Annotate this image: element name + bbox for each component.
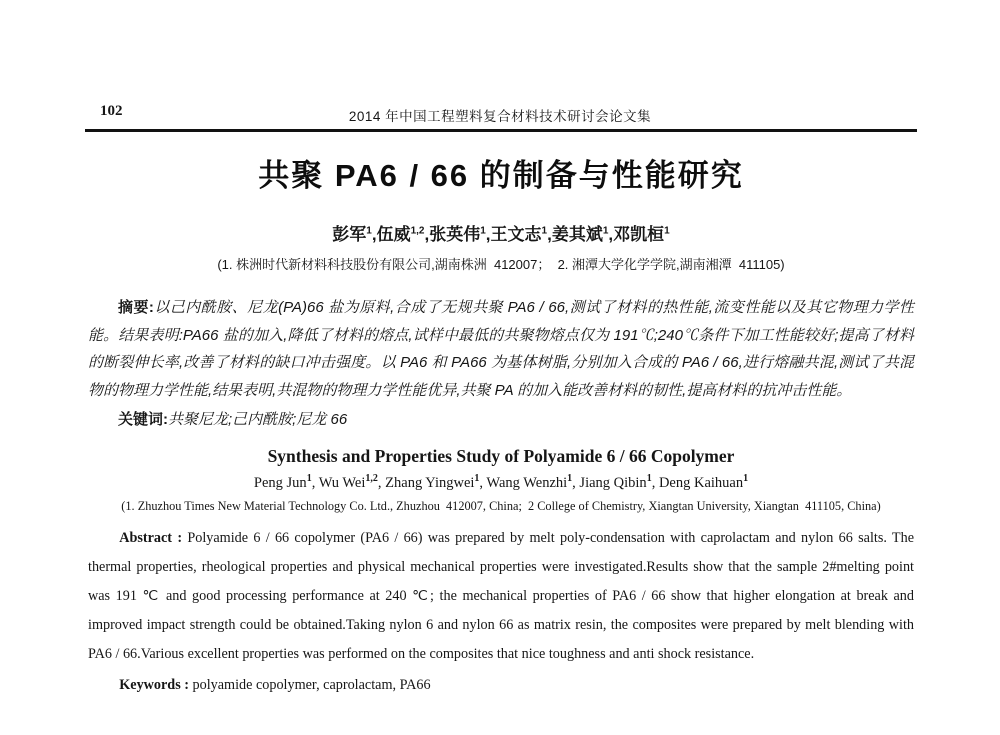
author-affiliation-superscript: 1,2	[410, 225, 425, 237]
abstract-en	[88, 524, 914, 669]
author-name: Wu Wei$^{1,2}$	[318, 473, 378, 491]
page-number: 102	[100, 103, 123, 119]
keywords-cn-text: 共聚尼龙;己内酰胺;尼龙 66	[168, 411, 348, 428]
abstract-en-label: Abstract :	[119, 530, 183, 546]
running-header	[86, 101, 914, 125]
author-name: 姜其斌$^1$	[551, 225, 609, 244]
author-separator: ,	[377, 475, 386, 491]
paper-title-cn: 共聚 PA6 / 66 的制备与性能研究	[258, 158, 744, 193]
author-separator: ,	[485, 225, 491, 244]
author-separator: ,	[572, 475, 580, 491]
author-separator: ,	[608, 225, 614, 244]
keywords-en-label: Keywords :	[119, 677, 189, 693]
affiliation-cn: (1. 株洲时代新材料科技股份有限公司,湖南株洲 412007； 2. 湘潭大学化学学院,湖南湘潭 411105)	[217, 257, 785, 272]
abstract-cn-text: 以己内酰胺、尼龙(PA)66 盐为原料,合成了无规共聚 PA6 / 66,测试了材料的热性能,流变性能以及其它物理力学性能。结果表明:PA66 盐的加入,降低了材料的熔点,试样中最低的共聚物熔点仅为 191℃;240℃条件下加工性能较好;提高了材料的断裂伸长率,改善了材料的缺口冲击强度。以 PA6 和 PA66 为基体树脂,分别加入合成的 PA6 / 66,进行熔融共混,测试了共混物的物理力学性能,结果表明,共混物的物理力学性能优异,共聚 PA 的加入能改善材料的韧性,提高材料的抗冲击性能。	[88, 299, 914, 399]
author-name: 邓凯桓$^1$	[613, 225, 670, 244]
author-separator: ,	[424, 225, 430, 244]
authors-cn	[88, 220, 914, 245]
paper-title-en: Synthesis and Properties Study of Polyamide 6 / 66 Copolymer	[267, 446, 735, 466]
author-affiliation-superscript: 1	[602, 225, 609, 237]
author-name: 彭军$^1$	[332, 225, 372, 244]
author-name: 张英伟$^1$	[429, 225, 486, 244]
abstract-cn-label: 摘要:	[118, 299, 154, 316]
keywords-en-text: polyamide copolymer, caprolactam, PA66	[192, 677, 431, 693]
author-name: Deng Kaihuan$^1$	[658, 473, 749, 491]
proceedings-title: 2014 年中国工程塑料复合材料技术研讨会论文集	[348, 109, 652, 124]
author-name: Wang Wenzhi$^1$	[486, 473, 573, 491]
affiliation-en: (1. Zhuzhou Times New Material Technology Co. Ltd., Zhuzhou 412007, China; 2 College of Chemistry, Xiangtan University, Xiangtan 411105, China)	[121, 499, 881, 513]
keywords-cn	[88, 406, 914, 433]
author-affiliation-superscript: 1	[567, 473, 573, 485]
paper-content	[88, 136, 914, 700]
author-name: Jiang Qibin$^1$	[579, 473, 652, 491]
keywords-cn-label: 关键词:	[118, 411, 168, 428]
header-rule	[85, 129, 917, 132]
abstract-en-text: Polyamide 6 / 66 copolymer (PA6 / 66) was prepared by melt poly-condensation with caprolactam and nylon 66 salts. The thermal properties, rheological properties and physical mechanical properties were investigated.Results show that the sample 2#melting point was 191 ℃ and good processing performance at 240 ℃; the mechanical properties of PA6 / 66 show that higher elongation at break and improved impact strength could be obtained.Taking nylon 6 and nylon 66 as matrix resin, the composites were prepared by melt blending with PA6 / 66.Various excellent properties was performed on the composites that nice toughness and anti shock resistance.	[88, 530, 914, 662]
author-name: Peng Jun$^1$	[253, 473, 312, 491]
author-name: Zhang Yingwei$^1$	[385, 473, 480, 491]
author-name: 王文志$^1$	[490, 225, 548, 244]
author-affiliation-superscript: 1	[646, 473, 652, 485]
author-affiliation-superscript: 1	[366, 225, 372, 237]
author-separator: ,	[547, 225, 552, 244]
author-separator: ,	[311, 475, 319, 491]
authors-en	[88, 475, 914, 492]
keywords-en	[88, 671, 914, 700]
author-affiliation-superscript: 1	[664, 225, 670, 237]
author-name: 伍威$^{1,2}$	[376, 225, 425, 244]
author-separator: ,	[479, 475, 487, 491]
author-affiliation-superscript: 1	[480, 225, 486, 237]
author-affiliation-superscript: 1,2	[365, 473, 378, 485]
author-affiliation-superscript: 1	[541, 225, 548, 237]
author-separator: ,	[371, 225, 377, 244]
abstract-cn	[88, 294, 914, 404]
author-affiliation-superscript: 1	[306, 473, 312, 485]
author-affiliation-superscript: 1	[474, 473, 480, 485]
author-separator: ,	[651, 475, 659, 491]
author-affiliation-superscript: 1	[743, 473, 749, 485]
